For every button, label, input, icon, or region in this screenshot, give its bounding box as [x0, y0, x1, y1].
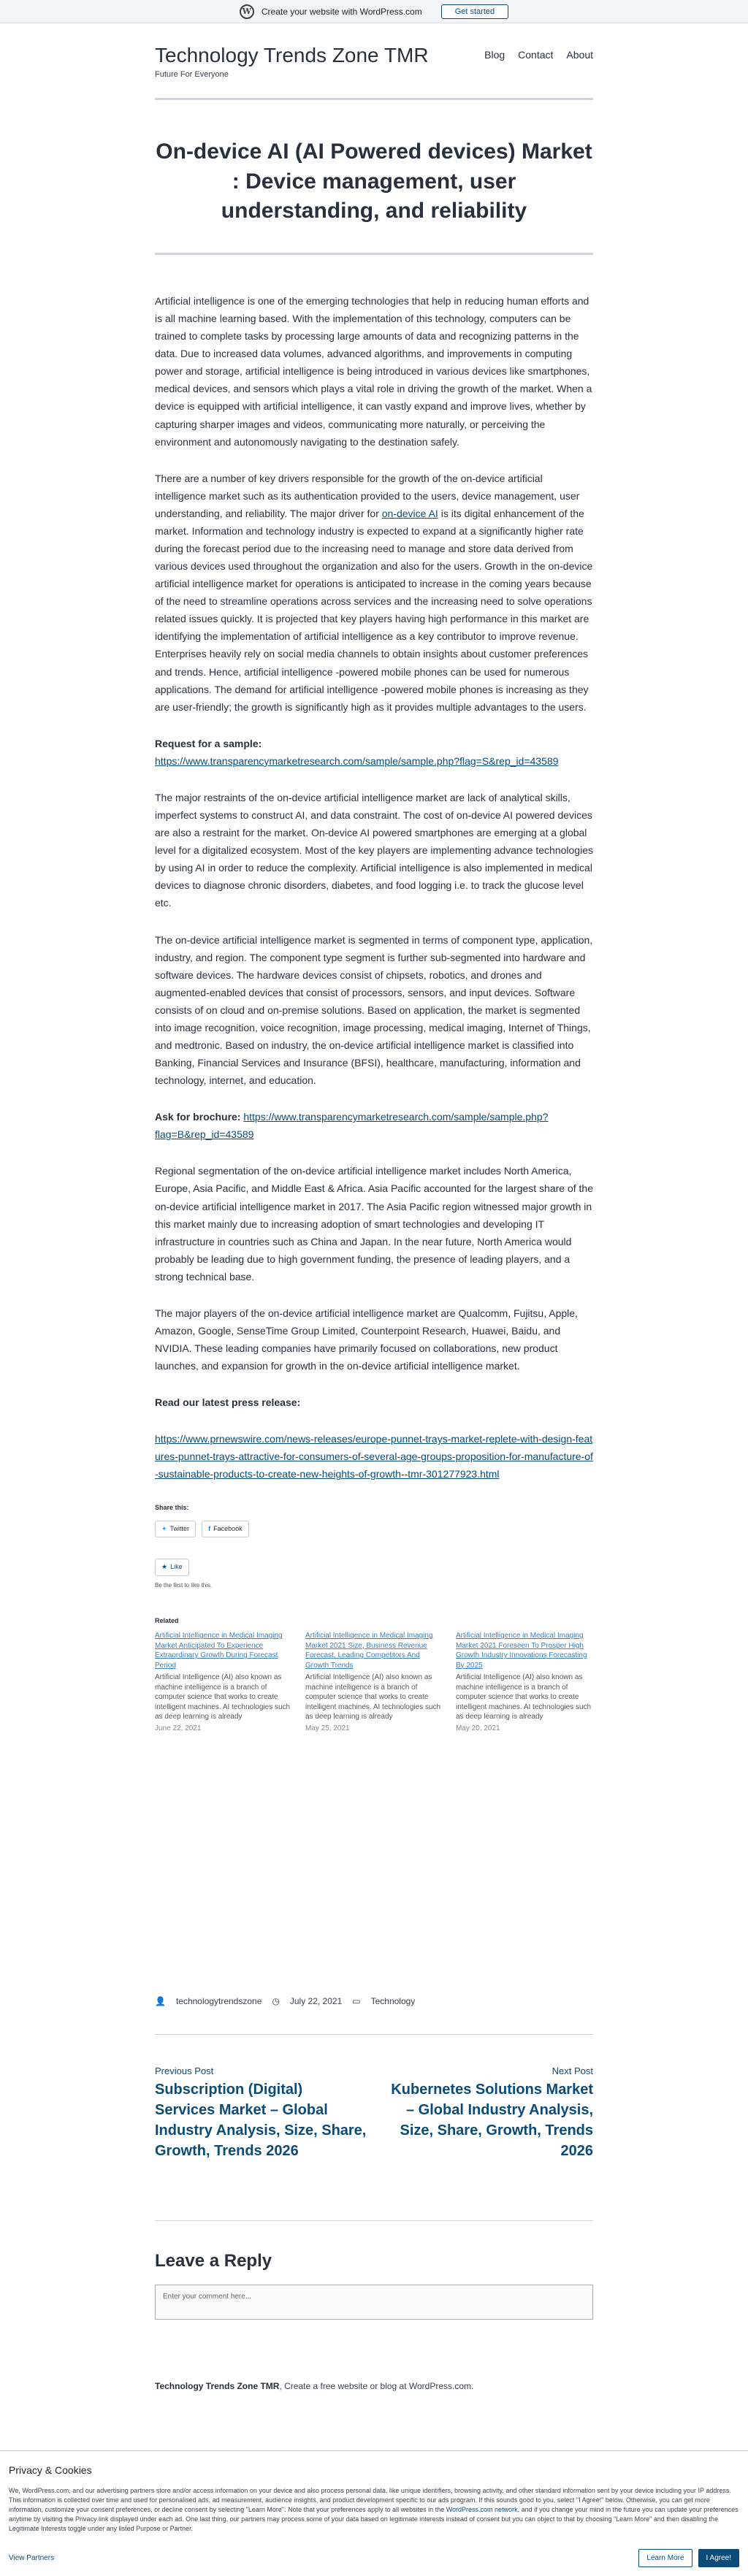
agree-button[interactable]: I Agree!	[698, 2549, 739, 2567]
header-divider	[155, 98, 593, 100]
share-twitter-label: Twitter	[169, 1525, 190, 1532]
twitter-icon: ✦	[161, 1525, 167, 1532]
reply-title: Leave a Reply	[155, 2251, 272, 2271]
cookie-actions	[9, 2549, 739, 2567]
title-divider	[155, 253, 593, 255]
post-navigation	[155, 2065, 593, 2161]
facebook-icon: f	[208, 1525, 211, 1532]
article-paragraph: The on-device artificial intelligence market is segmented in terms of component type, application, industry, and region. The component type segment is further sub-segmented into hardware and software devices. The hardware devices consist of chipsets, robotics, and drones and augmented-enabled devices that consist of processors, sensors, and input devices. Software consists of on cloud and on-premise solutions. Based on application, the market is segmented into image recognition, voice recognition, image processing, medical imaging, Internet of Things, and medtronic. Based on industry, the on-device artificial intelligence market is classified into Banking, Financial Services and Insurance (BFSI), healthcare, manufacturing, information and technology, internet, and education.	[155, 933, 593, 1087]
clock-icon: ◷	[272, 1996, 280, 2006]
share-twitter-button[interactable]	[155, 1521, 196, 1537]
share-facebook-label: Facebook	[213, 1525, 243, 1532]
brochure-link[interactable]: https://www.transparencymarketresearch.com/sample/sample.php?flag=B&rep_id=43589	[155, 1111, 549, 1141]
author-link[interactable]: technologytrendszone	[175, 1996, 262, 2006]
page-title: On-device AI (AI Powered devices) Market : Device management, user understanding, and reliability	[156, 139, 592, 223]
cookie-buttons	[638, 2549, 739, 2567]
article-paragraph: There are a number of key drivers responsible for the growth of the on-device artificial intelligence market such as its authentication provided to the users, device management, user understanding, and reliability. The major driver for on-device AI is its digital enhancement of the market. Information and technology industry is expected to expand at a significantly higher rate during the forecast period due to the increasing need to manage and store data derived from various devices used throughout the organization and also for the users. Growth in the on-device artificial intelligence market for operations is anticipated to increase in the coming years because of the need to streamline operations across services and the increasing need to solve operations related issues quickly. It is projected that key players having high performance in this market are identifying the implementation of artificial intelligence as a key contributor to improve revenue. Enterprises heavily rely on social media channels to obtain insights about customer preferences and trends. Hence, artificial intelligence -powered mobile phones can be used for numerous applications. The demand for artificial intelligence -powered mobile phones is increasing as they are user-friendly; the growth is significantly high as it provides multiple advantages to the users.	[155, 472, 593, 713]
related-post-title[interactable]: Artificial Intelligence in Medical Imaging Market 2021 Size, Business Revenue Forecast, Leading Competitors And Growth Trends	[305, 1632, 433, 1670]
brochure-heading: Ask for brochure:	[155, 1111, 241, 1123]
footer-brand[interactable]: Technology Trends Zone TMR	[155, 2381, 280, 2391]
post-meta	[155, 1996, 415, 2006]
nav-item-about[interactable]: About	[566, 49, 593, 61]
meta-divider	[155, 2034, 593, 2035]
cookie-banner	[0, 2450, 748, 2576]
learn-more-button[interactable]: Learn More	[638, 2549, 692, 2567]
wordpress-logo-icon: W	[240, 4, 254, 19]
footer-credit[interactable]: , Create a free website or blog at WordPress.com.	[279, 2381, 474, 2391]
like-label: Like	[170, 1563, 183, 1571]
site-title[interactable]: Technology Trends Zone TMR	[155, 44, 429, 66]
related-post	[155, 1631, 292, 1733]
related-post-title[interactable]: Artificial Intelligence in Medical Imaging Market Anticipated To Experience Extraordinary Growth During Forecast Period	[155, 1632, 283, 1670]
article-body	[155, 292, 593, 1733]
press-heading: Read our latest press release:	[155, 1396, 301, 1409]
folder-icon: ▭	[352, 1996, 361, 2006]
cookie-title: Privacy & Cookies	[9, 2464, 92, 2476]
site-description: Future For Everyone	[155, 70, 229, 79]
previous-post[interactable]	[155, 2065, 367, 2161]
cookie-text: We, WordPress.com, and our advertising partners store and/or access information on your device and also process personal data, like unique identifiers, browsing activity, and other standard information sent by your device including your IP address. This information is collected over time and used for personalised ads, ad measurement, audience insights, and product development specific to our ads program. If this sounds good to you, select "I Agree!" below. Otherwise, you can get more information, customize your consent preferences, or decline consent by selecting "Learn More". Note that your preferences apply to all websites in the WordPress.com network, and if you change your mind in the future you can update your preferences anytime by visiting the Privacy link displayed under each ad. One last thing, our partners may process some of your data based on legitimate interests instead of consent but you can object to that by choosing "Learn More" and then disabling the Legitimate Interests toggle under any listed Purpose or Partner.	[9, 2487, 739, 2533]
share-buttons	[155, 1521, 593, 1537]
previous-post-label: Previous Post	[155, 2065, 214, 2076]
related-post-title[interactable]: Artificial Intelligence in Medical Imaging Market 2021 Foreseen To Prosper High Growth Industry Innovations Forecasting By 2025	[456, 1632, 587, 1670]
press-release-link[interactable]: https://www.prnewswire.com/news-releases/europe-punnet-trays-market-replete-with-design-features-punnet-trays-attractive-for-consumers-of-several-age-groups-proposition-for-manufacture-of-sustainable-products-to-create-new-heights-of-growth--tmr-301277923.html	[155, 1433, 593, 1480]
article-paragraph: Artificial intelligence is one of the emerging technologies that help in reducing human efforts and is all machine learning based. With the implementation of this technology, computers can be trained to complete tasks by processing large amounts of data and recognizing patterns in the data. Due to increased data volumes, advanced algorithms, and improvements in computing power and storage, artificial intelligence is being introduced in various devices like smartphones, medical devices, and sensors which plays a vital role in driving the growth of the market. When a device is equipped with artificial intelligence, it can vastly expand and improve lives, whether by capturing sharper images and videos, communicating more naturally, or perceiving the environment and autonomously navigating to the destination safely.	[155, 295, 592, 448]
previous-post-title[interactable]: Subscription (Digital) Services Market – Global Industry Analysis, Size, Share, Growth, Trends 2026	[155, 2082, 367, 2159]
related-post-date: May 20, 2021	[456, 1724, 500, 1732]
like-button[interactable]	[155, 1559, 189, 1575]
like-note: Be the first to like this.	[155, 1581, 213, 1589]
article-paragraph: The major players of the on-device artificial intelligence market are Qualcomm, Fujitsu, Apple, Amazon, Google, SenseTime Group Limited, Counterpoint Research, Huawei, Baidu, and NVIDIA. These leading companies have primarily focused on collaborations, new product launches, and expansion for growth in the on-device artificial intelligence market.	[155, 1307, 578, 1372]
nav-item-contact[interactable]: Contact	[518, 49, 554, 61]
sample-heading: Request for a sample:	[155, 737, 262, 749]
get-started-button[interactable]: Get started	[441, 4, 508, 19]
related-post	[456, 1631, 593, 1733]
wordpress-promo-bar	[0, 0, 748, 23]
brochure-request	[155, 1108, 593, 1143]
share-facebook-button[interactable]	[202, 1521, 249, 1537]
view-partners-link[interactable]: View Partners	[9, 2554, 55, 2562]
next-post[interactable]	[381, 2065, 593, 2161]
related-post-date: May 25, 2021	[305, 1724, 350, 1732]
next-post-label: Next Post	[552, 2065, 593, 2076]
article-paragraph: Regional segmentation of the on-device artificial intelligence market includes North America, Europe, Asia Pacific, and Middle East & Africa. Asia Pacific accounted for the largest share of the on-device artificial intelligence market in 2017. The Asia Pacific region witnessed major growth in this market mainly due to increasing adoption of smart technologies and developing IT infrastructure in countries such as China and Japan. In the near future, North America would probably be leading due to high government funding, the presence of leading players, and a strong technical base.	[155, 1165, 593, 1283]
wordpress-network-link[interactable]: WordPress.com network	[446, 2506, 518, 2514]
site-footer	[155, 2381, 473, 2391]
share-title: Share this:	[155, 1503, 189, 1511]
sample-link[interactable]: https://www.transparencymarketresearch.com/sample/sample.php?flag=S&rep_id=43589	[155, 754, 559, 767]
sample-request	[155, 735, 593, 770]
comment-input[interactable]: Enter your comment here...	[155, 2285, 593, 2320]
primary-nav	[484, 49, 593, 61]
next-post-title[interactable]: Kubernetes Solutions Market – Global Industry Analysis, Size, Share, Growth, Trends 2026	[391, 2082, 593, 2159]
related-post-excerpt: Artificial Intelligence (AI) also known as machine intelligence is a branch of computer science that works to create intelligent machines. AI technologies such as deep learning is already	[305, 1673, 441, 1721]
press-release	[155, 1430, 593, 1483]
related-post-excerpt: Artificial Intelligence (AI) also known as machine intelligence is a branch of computer science that works to create intelligent machines. AI technologies such as deep learning is already	[155, 1673, 291, 1721]
related-title: Related	[155, 1616, 179, 1624]
related-post	[305, 1631, 443, 1733]
post-date-link[interactable]: July 22, 2021	[289, 1996, 343, 2006]
related-posts	[155, 1631, 593, 1733]
related-post-excerpt: Artificial Intelligence (AI) also known as machine intelligence is a branch of computer science that works to create intelligent machines. AI technologies such as deep learning is already	[456, 1673, 592, 1721]
nav-item-blog[interactable]: Blog	[484, 49, 505, 61]
article-paragraph: The major restraints of the on-device artificial intelligence market are lack of analytical skills, imperfect systems to construct AI, and data constraint. The cost of on-device AI powered devices are also a restraint for the market. On-device AI powered smartphones are emerging at a global level for a digitalized ecosystem. Most of the key players are implementing advance technologies by using AI in order to reduce the complexity. Artificial intelligence is also implemented in medical devices to diagnose chronic disorders, diabetes, and food logging i.e. to track the glucose level etc.	[155, 791, 593, 909]
promo-text[interactable]: Create your website with WordPress.com	[261, 6, 422, 17]
related-post-date: June 22, 2021	[155, 1724, 202, 1732]
author-icon: 👤	[155, 1996, 166, 2006]
category-link[interactable]: Technology	[370, 1996, 416, 2006]
star-icon: ★	[161, 1563, 168, 1571]
post-nav-divider	[155, 2220, 593, 2221]
on-device-ai-link[interactable]: on-device AI	[381, 507, 438, 519]
